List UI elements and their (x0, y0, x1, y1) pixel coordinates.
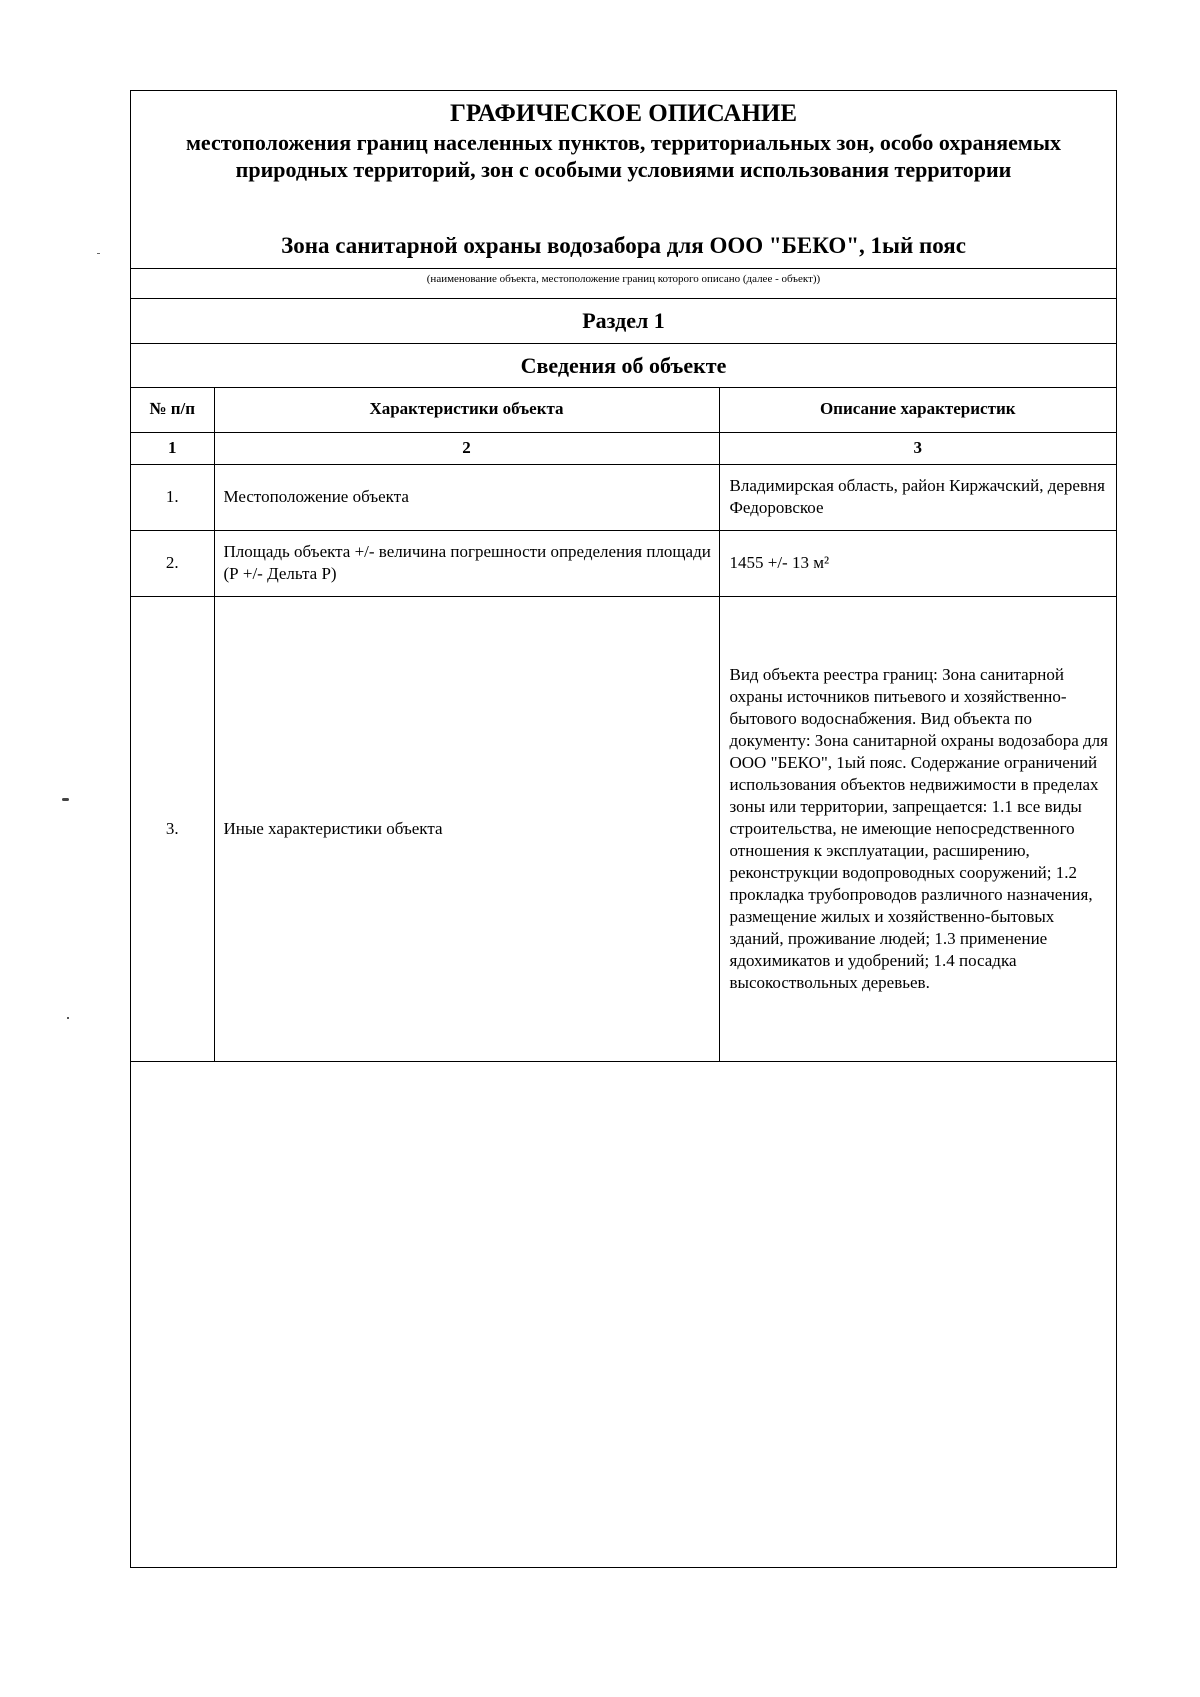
row-number: 1. (131, 464, 214, 530)
object-name-note: (наименование объекта, местоположение границ которого описано (далее - объект)) (426, 273, 821, 285)
divider (131, 268, 1116, 269)
document-frame (130, 90, 1117, 1568)
scan-speck (62, 798, 69, 801)
section-subtitle: Сведения об объекте (131, 344, 1116, 388)
row-number: 2. (131, 530, 214, 596)
row-characteristic: Площадь объекта +/- величина погрешности определения площади (Р +/- Дельта Р) (214, 530, 719, 596)
row-description: 1455 +/- 13 м² (719, 530, 1116, 596)
object-info-table (131, 387, 1116, 1062)
column-header-number: № п/п (131, 387, 214, 432)
row-characteristic: Иные характеристики объекта (214, 596, 719, 1061)
row-number: 3. (131, 596, 214, 1061)
document-subtitle: местоположения границ населенных пунктов, территориальных зон, особо охраняемых природных территорий, зон с особыми условиями использования территории (185, 130, 1062, 182)
scan-speck (67, 1017, 69, 1019)
scan-speck (97, 253, 100, 254)
column-header-characteristic: Характеристики объекта (214, 387, 719, 432)
column-number: 3 (719, 432, 1116, 464)
table-header-row (131, 387, 1116, 432)
document-title: ГРАФИЧЕСКОЕ ОПИСАНИЕ (449, 100, 798, 127)
row-description: Вид объекта реестра границ: Зона санитарной охраны источников питьевого и хозяйственно-бытового водоснабжения. Вид объекта по документу: Зона санитарной охраны водозабора для ООО "БЕКО", 1ый пояс. Содержание ограничений использования объектов недвижимости в пределах зоны или территории, запрещается: 1.1 все виды строительства, не имеющие непосредственного отношения к эксплуатации, расширению, реконструкции водопроводных сооружений; 1.2 прокладка трубопроводов различного назначения, размещение жилых и хозяйственно-бытовых зданий, проживание людей; 1.3 применение ядохимикатов и удобрений; 1.4 посадка высокоствольных деревьев. (719, 596, 1116, 1061)
document-header (131, 91, 1116, 268)
column-number: 1 (131, 432, 214, 464)
table-row (131, 596, 1116, 1061)
row-characteristic: Местоположение объекта (214, 464, 719, 530)
column-number-row (131, 432, 1116, 464)
column-header-description: Описание характеристик (719, 387, 1116, 432)
section-title: Раздел 1 (131, 298, 1116, 344)
row-description: Владимирская область, район Киржачский, деревня Федоровское (719, 464, 1116, 530)
table-row (131, 464, 1116, 530)
object-name: Зона санитарной охраны водозабора для ООО "БЕКО", 1ый пояс (281, 233, 966, 258)
column-number: 2 (214, 432, 719, 464)
table-row (131, 530, 1116, 596)
